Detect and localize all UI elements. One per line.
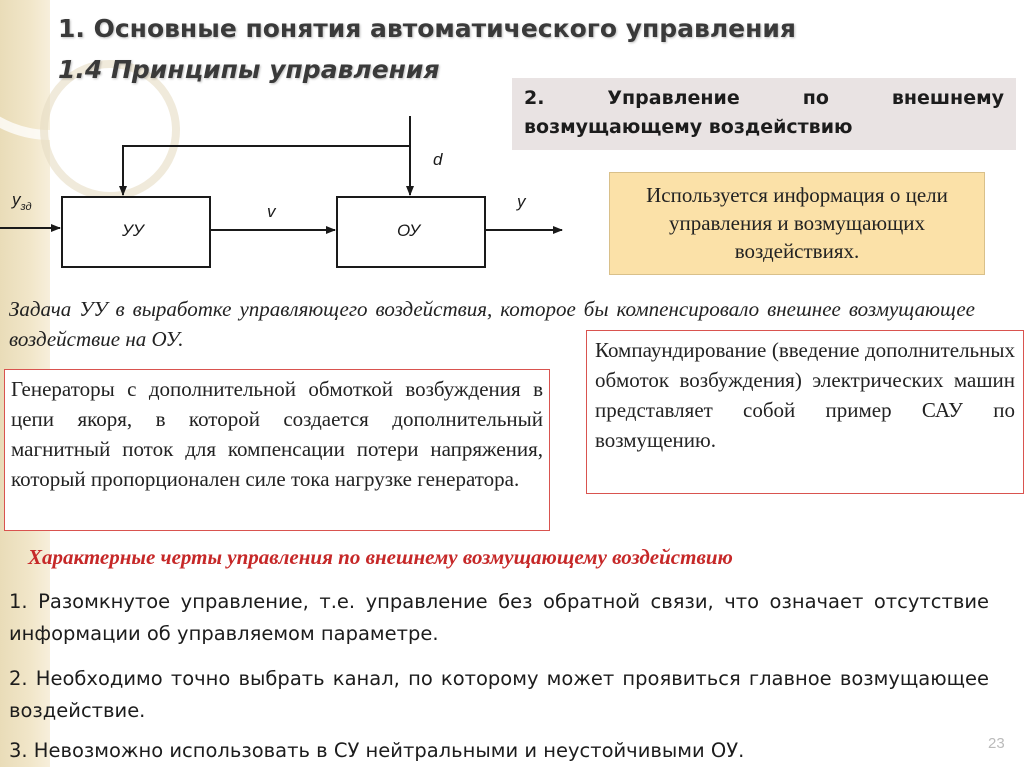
feature-item: 1. Разомкнутое управление, т.е. управление без обратной связи, что означает отсутствие информации об управляемом параметре. [9,590,989,645]
block-diagram [0,108,600,278]
compounding-example-box: Компаундирование (введение дополнительных обмоток возбуждения) электрических машин представляет собой пример САУ по возмущению. [586,330,1024,494]
slide-title: 1. Основные понятия автоматического управления [58,14,796,43]
output-label: y [517,192,526,211]
disturbance-feed-line [123,146,410,195]
object-label: ОУ [397,221,420,240]
input-label: $y_{зд}$ [12,190,32,213]
feature-item: 2. Необходимо точно выбрать канал, по которому может проявиться главное возмущающее воздействие. [9,667,989,722]
task-description: Задача УУ в выработке управляющего воздействия, которое бы компенсировало внешнее возмущающее воздействие на ОУ. [9,297,975,351]
generator-example-box: Генераторы с дополнительной обмоткой возбуждения в цепи якоря, в которой создается дополнительный магнитный поток для компенсации потери напряжения, который пропорционален силе тока нагрузке генератора. [4,369,550,531]
page-number: 23 [988,735,1005,752]
control-type-header: 2. Управление по внешнему возмущающему воздействию [512,78,1016,150]
disturbance-label: d [433,150,443,169]
control-signal-label: v [267,202,276,221]
controller-label: УУ [122,221,144,240]
features-heading: Характерные черты управления по внешнему возмущающему воздействию [28,545,733,569]
info-note: Используется информация о цели управления и возмущающих воздействиях. [609,172,985,275]
slide-subtitle: 1.4 Принципы управления [58,55,440,84]
feature-item: 3. Невозможно использовать в СУ нейтральными и неустойчивыми ОУ. [9,739,745,762]
